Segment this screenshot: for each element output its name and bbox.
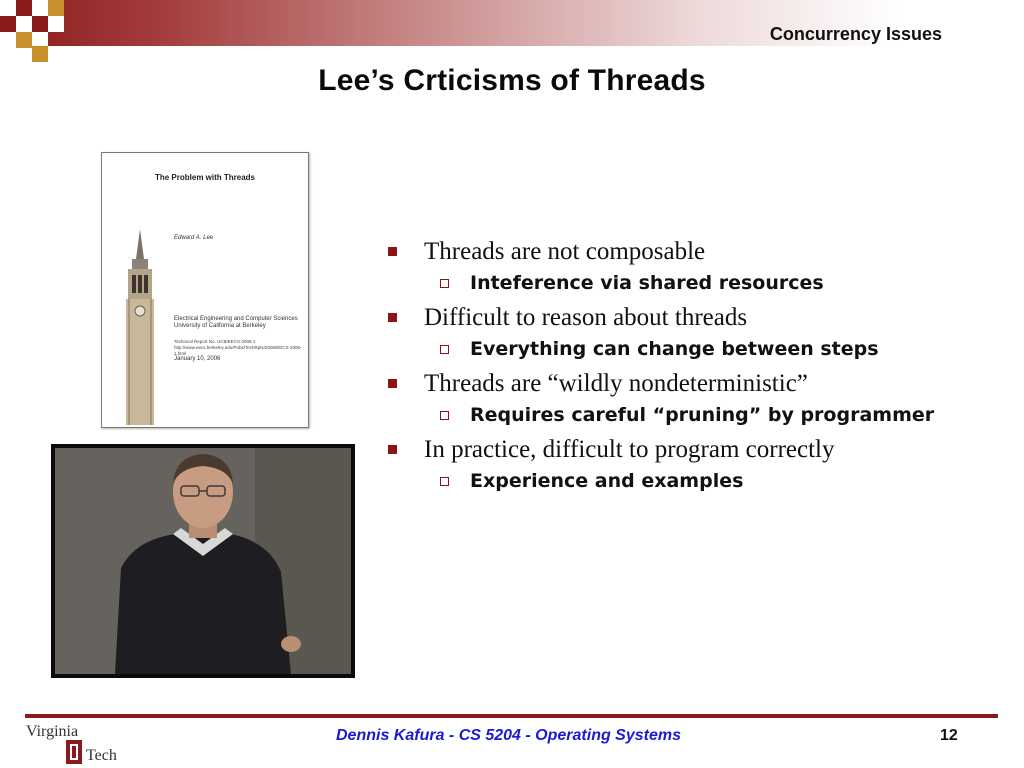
bullet-text: Threads are “wildly nondeterministic” (424, 370, 808, 397)
bullet-square-icon (388, 445, 397, 454)
sub-bullet-text: Inteference via shared resources (470, 272, 824, 294)
paper-title: The Problem with Threads (154, 173, 255, 182)
hollow-square-icon (440, 345, 449, 354)
sub-bullet-item (386, 402, 1006, 428)
bullet-text: Threads are not composable (424, 238, 706, 265)
paper-department: Electrical Engineering and Computer Sciences University of California at Berkeley (174, 316, 298, 329)
sub-bullet-item (386, 468, 1006, 494)
corner-decoration (0, 0, 80, 62)
sub-bullet-text: Requires careful “pruning” by programmer (470, 404, 935, 426)
bullet-square-icon (388, 247, 397, 256)
sub-bullet-text: Everything can change between steps (470, 338, 879, 360)
bullet-square-icon (388, 313, 397, 322)
speaker-video-still (51, 444, 355, 678)
bullet-item (386, 302, 1006, 362)
campanile-tower-image (118, 229, 162, 425)
paper-cover-image (101, 152, 309, 428)
footer-divider (25, 714, 998, 718)
bullet-text: In practice, difficult to program correctly (424, 436, 835, 463)
slide-title: Lee’s Crticisms of Threads (318, 64, 706, 97)
bullet-list (386, 236, 1006, 500)
bullet-item (386, 236, 1006, 296)
section-title: Concurrency Issues (769, 24, 942, 44)
svg-text:Tech: Tech (86, 747, 117, 764)
sub-bullet-text: Experience and examples (470, 470, 744, 492)
hollow-square-icon (440, 279, 449, 288)
sub-bullet-item (386, 336, 1006, 362)
hollow-square-icon (440, 477, 449, 486)
virginia-tech-logo (26, 720, 136, 766)
sub-bullet-item (386, 270, 1006, 296)
paper-author: Edward A. Lee (174, 235, 214, 241)
bullet-square-icon (388, 379, 397, 388)
hollow-square-icon (440, 411, 449, 420)
bullet-item (386, 368, 1006, 428)
bullet-item (386, 434, 1006, 494)
footer-course-text: Dennis Kafura - CS 5204 - Operating Systems (336, 727, 681, 744)
paper-date: January 10, 2006 (174, 356, 221, 362)
paper-report-number: Technical Report No. UCB/EECS-2006-1 http://www.eecs.berkeley.edu/Pubs/TechRpts/2006/EECS-2006-1.html (174, 339, 302, 356)
speaker-figure (55, 448, 351, 674)
bullet-text: Difficult to reason about threads (424, 304, 748, 331)
svg-text:Virginia: Virginia (26, 723, 79, 740)
page-number: 12 (940, 727, 958, 744)
